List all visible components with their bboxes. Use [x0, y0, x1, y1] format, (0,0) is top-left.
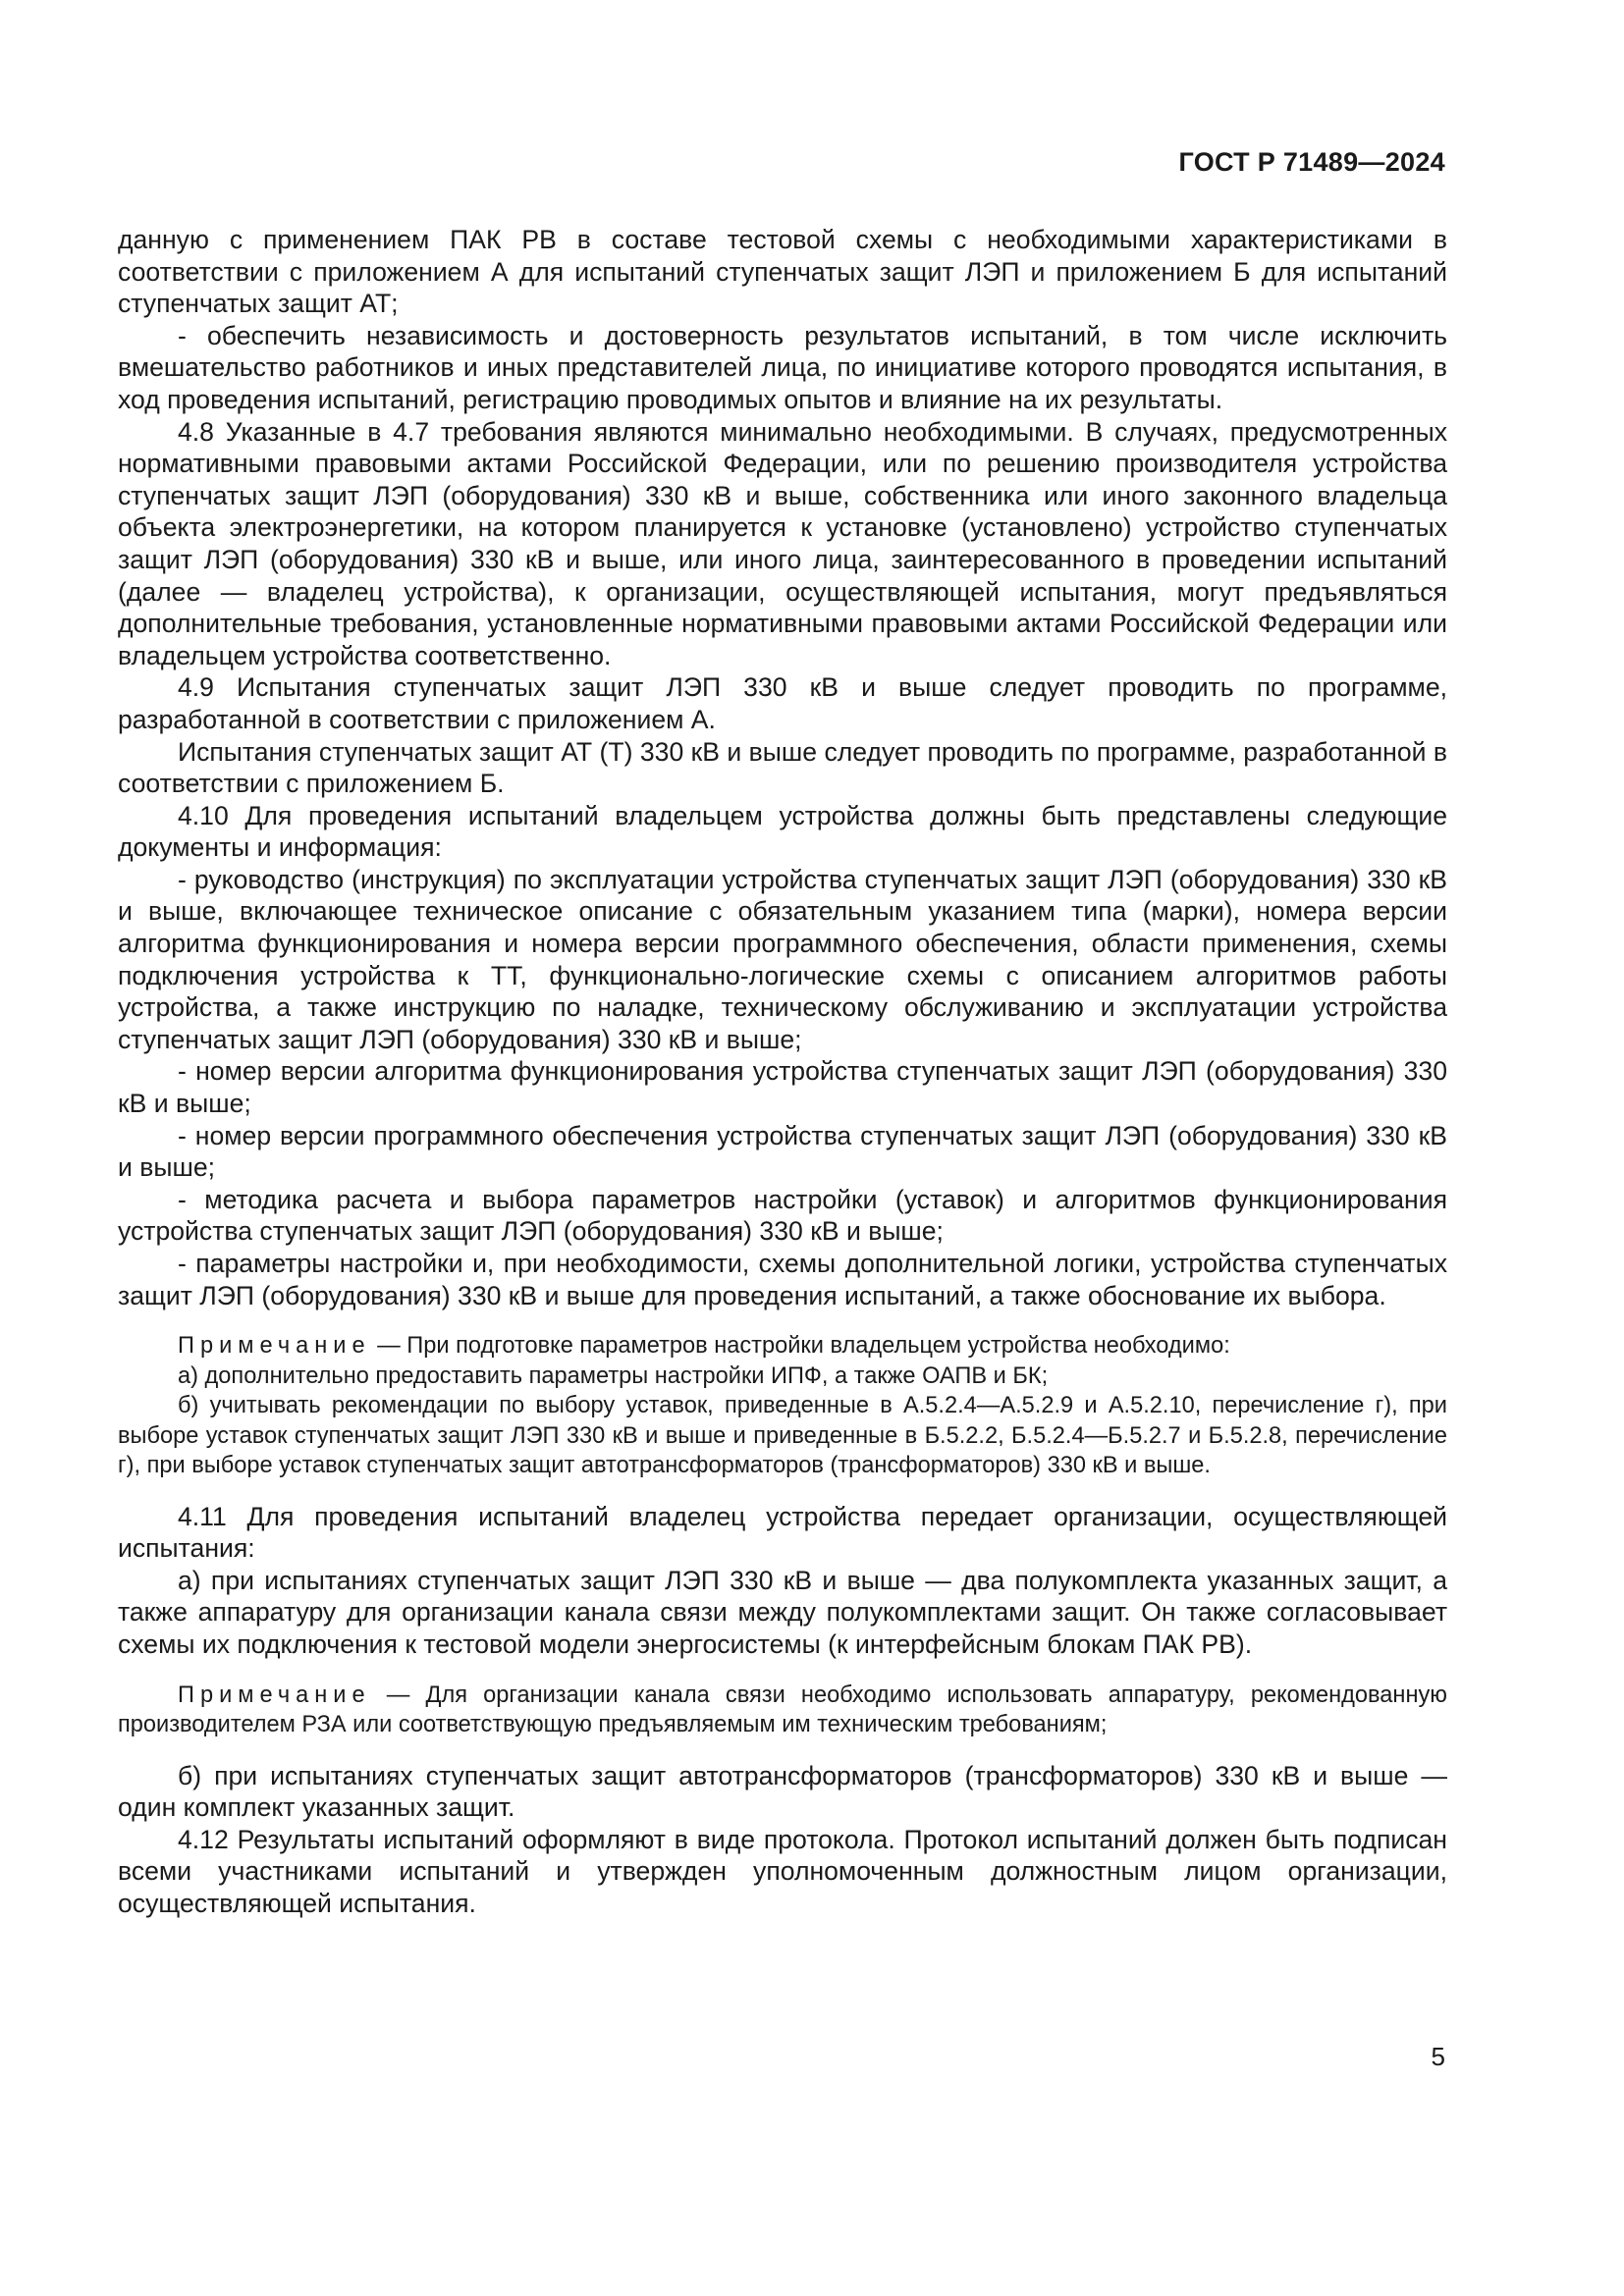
paragraph-4-8: 4.8 Указанные в 4.7 требования являются минимально необходимыми. В случаях, предусмотренных нормативными правовыми актами Российской Федерации, или по решению производителя устройства ступенчатых защит ЛЭП (оборудования) 330 кВ и выше, собственника или иного законного владельца объекта электроэнергетики, на котором планируется к установке (установлено) устройство ступенчатых защит ЛЭП (оборудования) 330 кВ и выше, или иного лица, заинтересованного в проведении испытаний (далее — владелец устройства), к организации, осуществляющей испытания, могут предъявляться дополнительные требования, установленные нормативными правовыми актами Российской Федерации или владельцем устройства соответственно. [118, 416, 1447, 670]
paragraph-independence: - обеспечить независимость и достоверность результатов испытаний, в том числе исключить вмешательство работников и иных представителей лица, по инициативе которого проводятся испытания, в ход проведения испытаний, регистрацию проводимых опытов и влияние на их результаты. [118, 320, 1447, 414]
list-item-method: - методика расчета и выбора параметров настройки (уставок) и алгоритмов функционирования устройства ступенчатых защит ЛЭП (оборудования) 330 кВ и выше; [118, 1184, 1447, 1247]
document-code-header: ГОСТ Р 71489—2024 [1178, 147, 1445, 177]
list-item-algorithm-version: - номер версии алгоритма функционирования устройства ступенчатых защит ЛЭП (оборудования) 330 кВ и выше; [118, 1056, 1447, 1119]
note-heading [118, 1331, 1447, 1362]
note-item-a: а) дополнительно предоставить параметры настройки ИПФ, а также ОАПВ и БК; [178, 1362, 1049, 1389]
paragraph-4-11-a: а) при испытаниях ступенчатых защит ЛЭП 330 кВ и выше — два полукомплекта указанных защит, а также аппаратуру для организации канала связи между полукомплектами защит. Он также согласовывает схемы их подключения к тестовой модели энергосистемы (к интерфейсным блокам ПАК РВ). [118, 1565, 1447, 1660]
paragraph-4-10: 4.10 Для проведения испытаний владельцем устройства должны быть представлены следующие документы и информация: [118, 800, 1447, 863]
note-block-1 [118, 1331, 1447, 1481]
note-dash: — [370, 1682, 426, 1708]
note-text: Для организации канала связи необходимо использовать аппаратуру, рекомендованную производителем РЗА или соответствующую предъявляемым им техническим требованиям; [118, 1682, 1447, 1738]
page-number: 5 [1431, 2042, 1445, 2071]
list-item-settings: - параметры настройки и, при необходимости, схемы дополнительной логики, устройства ступенчатых защит ЛЭП (оборудования) 330 кВ и выше для проведения испытаний, а также обоснование их выбора. [118, 1249, 1447, 1310]
note-item-b: б) учитывать рекомендации по выбору уставок, приведенные в А.5.2.4—А.5.2.9 и А.5.2.10, перечисление г), при выборе уставок ступенчатых защит ЛЭП 330 кВ и выше и приведенные в Б.5.2.2, Б.5.2.4—Б.5.2.7 и Б.5.2.8, перечисление г), при выборе уставок ступенчатых защит автотрансформаторов (трансформаторов) 330 кВ и выше. [118, 1393, 1447, 1479]
note-label: Примечание [178, 1682, 371, 1708]
list-item-software-version: - номер версии программного обеспечения устройства ступенчатых защит ЛЭП (оборудования) 330 кВ и выше; [118, 1120, 1447, 1183]
note-text: При подготовке параметров настройки владельцем устройства необходимо: [406, 1333, 1230, 1360]
note-block-2 [118, 1681, 1447, 1740]
paragraph-4-12: 4.12 Результаты испытаний оформляют в виде протокола. Протокол испытаний должен быть подписан всеми участниками испытаний и утвержден уполномоченным должностным лицом организации, осуществляющей испытания. [118, 1824, 1447, 1919]
note-2-text [118, 1681, 1447, 1740]
note-dash: — [370, 1333, 407, 1360]
note-label: Примечание [178, 1333, 371, 1360]
list-item-manual: - руководство (инструкция) по эксплуатации устройства ступенчатых защит ЛЭП (оборудования) 330 кВ и выше, включающее техническое описание с обязательным указанием типа (марки), номера версии алгоритма функционирования и номера версии программного обеспечения, области применения, схемы подключения устройства к ТТ, функционально-логические схемы с описанием алгоритмов работы устройства, а также инструкцию по наладке, техническому обслуживанию и эксплуатации устройства ступенчатых защит ЛЭП (оборудования) 330 кВ и выше; [118, 864, 1447, 1054]
paragraph-4-11-b: б) при испытаниях ступенчатых защит автотрансформаторов (трансформаторов) 330 кВ и выше — один комплект указанных защит. [118, 1760, 1447, 1823]
paragraph-4-9: 4.9 Испытания ступенчатых защит ЛЭП 330 кВ и выше следует проводить по программе, разработанной в соответствии с приложением А. [118, 672, 1447, 734]
paragraph-4-9-at: Испытания ступенчатых защит АТ (Т) 330 кВ и выше следует проводить по программе, разработанной в соответствии с приложением Б. [118, 736, 1447, 799]
paragraph-4-11: 4.11 Для проведения испытаний владелец устройства передает организации, осуществляющей испытания: [118, 1501, 1447, 1564]
paragraph-continuation: данную с применением ПАК РВ в составе тестовой схемы с необходимыми характеристиками в соответствии с приложением А для испытаний ступенчатых защит ЛЭП и приложением Б для испытаний ступенчатых защит АТ; [118, 225, 1447, 319]
main-text [118, 224, 1447, 1920]
